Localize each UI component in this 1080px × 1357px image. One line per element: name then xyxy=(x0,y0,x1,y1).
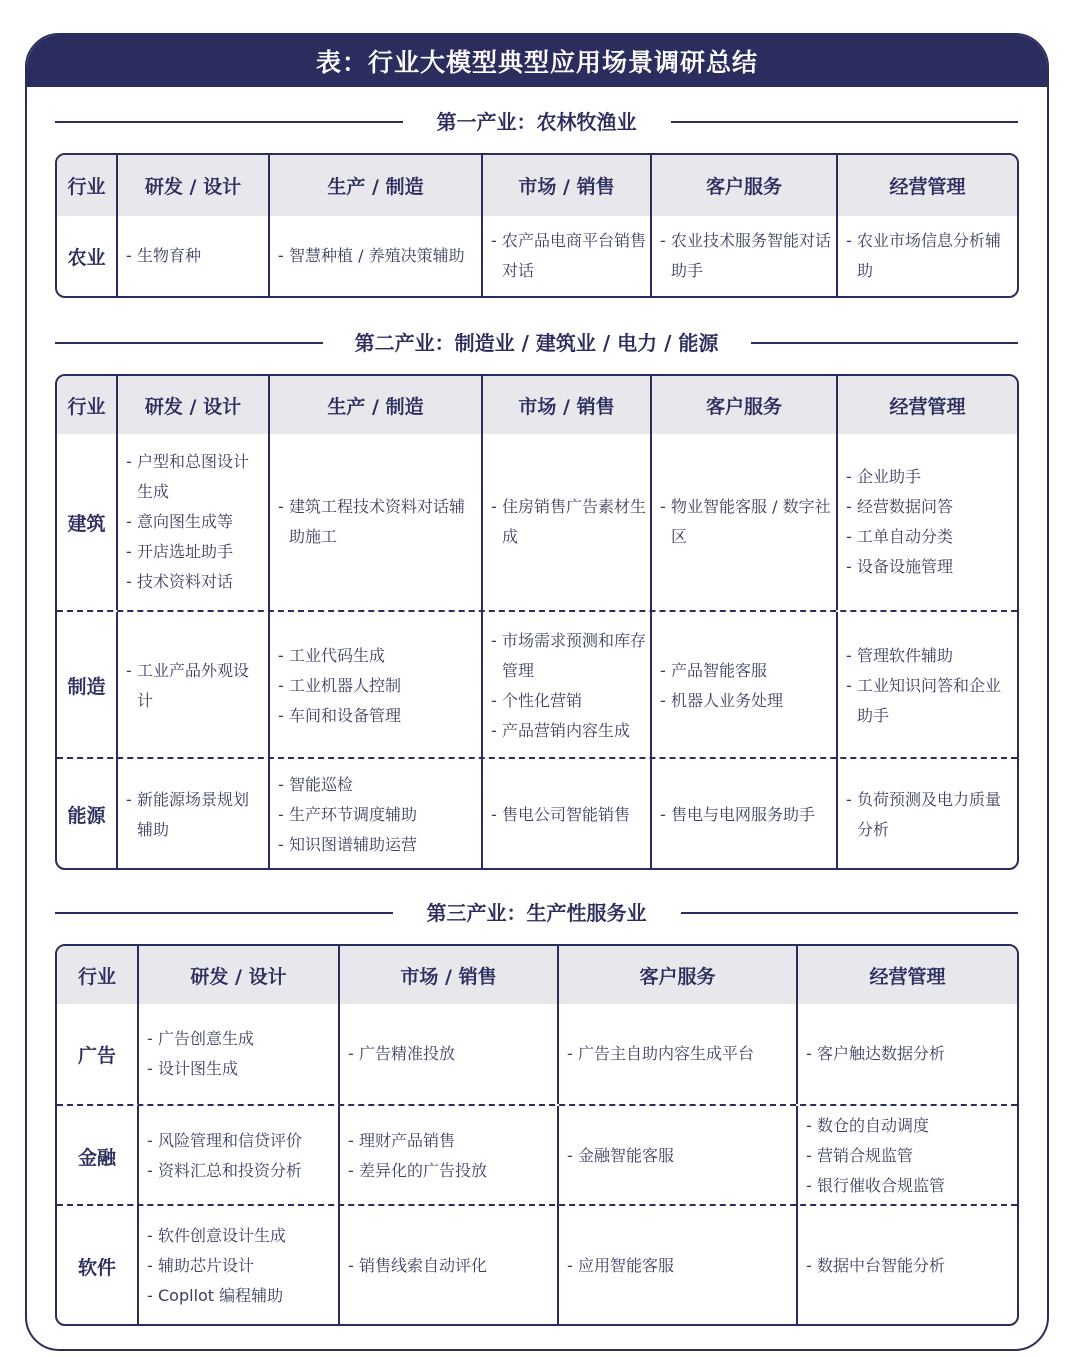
table-cell xyxy=(796,1106,1017,1206)
cell-item-list xyxy=(798,1111,949,1201)
table-cell xyxy=(116,216,268,296)
list-item-text: 开店选址助手 xyxy=(137,542,234,561)
table-cell xyxy=(650,216,836,296)
cell-item-list xyxy=(652,492,836,552)
list-item xyxy=(567,1039,754,1069)
column-header: 市场 / 销售 xyxy=(481,155,650,216)
cell-item-list xyxy=(270,492,481,552)
cell-item-list xyxy=(652,226,836,286)
cell-item-list xyxy=(340,1039,459,1069)
list-item-text: 广告主自助内容生成平台 xyxy=(578,1044,755,1063)
bullet-dash: - xyxy=(660,231,666,250)
list-item-text: Copllot 编程辅助 xyxy=(158,1286,284,1305)
list-item-text: 农业市场信息分析辅助 xyxy=(857,231,1002,280)
bullet-dash: - xyxy=(126,789,132,809)
bullet-dash: - xyxy=(147,1131,153,1150)
table-cell xyxy=(836,434,1017,610)
list-item xyxy=(147,1054,254,1084)
bullet-dash: - xyxy=(806,1256,812,1275)
list-item-text: 金融智能客服 xyxy=(578,1146,675,1165)
table-row xyxy=(57,610,1017,759)
list-item xyxy=(567,1141,674,1171)
list-item xyxy=(491,800,630,830)
column-header: 客户服务 xyxy=(557,946,796,1004)
list-item-text: 客户触达数据分析 xyxy=(817,1044,946,1063)
list-item xyxy=(660,492,832,552)
bullet-dash: - xyxy=(491,231,497,250)
list-item xyxy=(348,1039,455,1069)
table-cell xyxy=(116,434,268,610)
list-item xyxy=(846,552,953,582)
list-item-text: 工单自动分类 xyxy=(857,527,954,546)
cell-item-list xyxy=(652,656,787,716)
column-header: 经营管理 xyxy=(836,155,1017,216)
list-item-text: 设备设施管理 xyxy=(857,557,954,576)
table-cell xyxy=(268,759,481,870)
list-item xyxy=(278,492,477,552)
list-item xyxy=(806,1111,945,1141)
list-item xyxy=(147,1024,254,1054)
column-header: 行业 xyxy=(77,965,116,988)
bullet-dash: - xyxy=(491,497,497,516)
table-cell xyxy=(268,216,481,296)
list-item xyxy=(846,522,953,552)
cell-item-list xyxy=(118,785,268,845)
cell-item-list xyxy=(270,641,405,731)
column-header: 市场 / 销售 xyxy=(338,946,557,1004)
cell-item-list xyxy=(139,1024,258,1084)
list-item-text: 应用智能客服 xyxy=(578,1256,675,1275)
table-cell xyxy=(137,1004,338,1104)
list-item xyxy=(126,241,201,271)
cell-item-list xyxy=(838,785,1017,845)
section-title xyxy=(55,328,1018,358)
list-item xyxy=(278,671,401,701)
bullet-dash: - xyxy=(126,246,132,265)
list-item xyxy=(147,1221,286,1251)
bullet-dash: - xyxy=(348,1044,354,1063)
list-item-text: 智能巡检 xyxy=(289,774,354,794)
list-item xyxy=(846,226,1013,286)
bullet-dash: - xyxy=(348,1131,354,1150)
table-row xyxy=(57,1204,1017,1326)
column-header: 客户服务 xyxy=(650,155,836,216)
list-item xyxy=(806,1251,945,1281)
bullet-dash: - xyxy=(147,1059,153,1078)
bullet-dash: - xyxy=(846,497,852,516)
page-title: 表：行业大模型典型应用场景调研总结 xyxy=(27,35,1047,87)
list-item-text: 意向图生成等 xyxy=(137,512,234,531)
table-cell xyxy=(268,612,481,759)
list-item xyxy=(278,800,417,830)
bullet-dash: - xyxy=(278,675,284,695)
bullet-dash: - xyxy=(126,452,132,471)
section-title xyxy=(55,898,1018,928)
list-item-text: 数仓的自动调度 xyxy=(817,1116,930,1135)
bullet-dash: - xyxy=(846,789,852,809)
list-item xyxy=(846,671,1013,731)
cell-item-list xyxy=(483,626,650,746)
list-item xyxy=(147,1126,302,1156)
list-item xyxy=(491,626,646,686)
bullet-dash: - xyxy=(660,660,666,680)
column-header: 经营管理 xyxy=(796,946,1017,1004)
cell-item-list xyxy=(652,800,819,830)
list-item-text: 广告创意生成 xyxy=(158,1029,255,1048)
table-cell xyxy=(481,759,650,870)
bullet-dash: - xyxy=(147,1226,153,1245)
industry-label: 软件 xyxy=(77,1256,116,1279)
cell-item-list xyxy=(798,1039,949,1069)
list-item-text: 风险管理和信贷评价 xyxy=(158,1131,303,1150)
list-item xyxy=(846,492,953,522)
cell-item-list xyxy=(559,1039,758,1069)
list-item xyxy=(278,641,401,671)
column-header: 研发 / 设计 xyxy=(116,376,268,434)
bullet-dash: - xyxy=(278,497,284,516)
column-header: 市场 / 销售 xyxy=(481,376,650,434)
table-cell xyxy=(650,612,836,759)
list-item xyxy=(126,507,264,537)
table-row xyxy=(57,434,1017,610)
bullet-dash: - xyxy=(126,660,132,680)
list-item xyxy=(278,770,417,800)
list-item-text: 企业助手 xyxy=(857,467,922,486)
list-item-text: 银行催收合规监管 xyxy=(817,1176,946,1195)
industry-label: 能源 xyxy=(67,805,106,827)
table-cell xyxy=(836,759,1017,870)
list-item-text: 售电公司智能销售 xyxy=(502,804,631,824)
list-item xyxy=(348,1126,487,1156)
table-header-row xyxy=(57,155,1017,216)
list-item-text: 知识图谱辅助运营 xyxy=(289,834,418,854)
column-header: 经营管理 xyxy=(836,376,1017,434)
cell-item-list xyxy=(270,770,421,860)
list-item xyxy=(126,447,264,507)
table-header-row xyxy=(57,376,1017,434)
list-item-text: 智慧种植 / 养殖决策辅助 xyxy=(289,246,465,265)
cell-item-list xyxy=(118,656,268,716)
bullet-dash: - xyxy=(567,1044,573,1063)
list-item-text: 设计图生成 xyxy=(158,1059,239,1078)
list-item-text: 理财产品销售 xyxy=(359,1131,456,1150)
table-cell xyxy=(481,612,650,759)
bullet-dash: - xyxy=(278,705,284,725)
list-item xyxy=(567,1251,674,1281)
table-cell xyxy=(836,216,1017,296)
bullet-dash: - xyxy=(278,834,284,854)
list-item-text: 负荷预测及电力质量分析 xyxy=(857,789,1002,839)
bullet-dash: - xyxy=(278,774,284,794)
section-title xyxy=(55,107,1018,137)
column-header: 生产 / 制造 xyxy=(268,155,481,216)
table-cell xyxy=(796,1004,1017,1104)
bullet-dash: - xyxy=(806,1176,812,1195)
list-item xyxy=(846,462,953,492)
table-row xyxy=(57,216,1017,296)
bullet-dash: - xyxy=(846,557,852,576)
bullet-dash: - xyxy=(567,1146,573,1165)
table-cell xyxy=(338,1106,557,1206)
list-item xyxy=(278,701,401,731)
table-header-row xyxy=(57,946,1017,1004)
industry-table xyxy=(55,944,1019,1326)
table-cell xyxy=(481,434,650,610)
section-heading: 第一产业：农林牧渔业 xyxy=(436,110,637,134)
cell-item-list xyxy=(340,1251,491,1281)
list-item-text: 工业机器人控制 xyxy=(289,675,402,695)
list-item-text: 住房销售广告素材生成 xyxy=(502,497,647,546)
list-item-text: 产品智能客服 xyxy=(671,660,768,680)
list-item xyxy=(846,785,1013,845)
list-item xyxy=(348,1251,487,1281)
list-item-text: 工业知识问答和企业助手 xyxy=(857,675,1002,725)
table-cell xyxy=(836,612,1017,759)
bullet-dash: - xyxy=(491,720,497,740)
bullet-dash: - xyxy=(278,645,284,665)
list-item xyxy=(126,567,264,597)
cell-item-list xyxy=(483,226,650,286)
list-item-text: 经营数据问答 xyxy=(857,497,954,516)
bullet-dash: - xyxy=(846,231,852,250)
bullet-dash: - xyxy=(846,645,852,665)
list-item xyxy=(491,492,646,552)
list-item xyxy=(660,686,783,716)
list-item-text: 生物育种 xyxy=(137,246,202,265)
bullet-dash: - xyxy=(491,690,497,710)
list-item xyxy=(126,656,264,716)
bullet-dash: - xyxy=(567,1256,573,1275)
list-item-text: 生产环节调度辅助 xyxy=(289,804,418,824)
cell-item-list xyxy=(139,1126,306,1186)
bullet-dash: - xyxy=(278,804,284,824)
industry-label: 建筑 xyxy=(67,512,106,535)
bullet-dash: - xyxy=(348,1161,354,1180)
bullet-dash: - xyxy=(147,1029,153,1048)
list-item xyxy=(660,656,783,686)
list-item xyxy=(126,785,264,845)
list-item-text: 建筑工程技术资料对话辅助施工 xyxy=(289,497,466,546)
list-item-text: 农产品电商平台销售对话 xyxy=(502,231,647,280)
list-item xyxy=(660,226,832,286)
list-item xyxy=(806,1039,945,1069)
list-item xyxy=(147,1281,286,1311)
industry-table xyxy=(55,153,1019,298)
table-row xyxy=(57,757,1017,870)
table-cell xyxy=(650,759,836,870)
table-cell xyxy=(116,612,268,759)
list-item-text: 物业智能客服 / 数字社区 xyxy=(671,497,831,546)
list-item xyxy=(278,830,417,860)
list-item xyxy=(491,686,646,716)
bullet-dash: - xyxy=(278,246,284,265)
bullet-dash: - xyxy=(806,1146,812,1165)
list-item xyxy=(278,241,465,271)
cell-item-list xyxy=(483,800,634,830)
section-heading: 第三产业：生产性服务业 xyxy=(426,901,647,925)
list-item-text: 市场需求预测和库存管理 xyxy=(502,630,647,680)
cell-item-list xyxy=(139,1221,290,1311)
table-cell xyxy=(796,1206,1017,1326)
cell-item-list xyxy=(118,447,268,597)
cell-item-list xyxy=(559,1251,678,1281)
table-row xyxy=(57,1004,1017,1104)
table-cell xyxy=(650,434,836,610)
list-item-text: 销售线索自动评化 xyxy=(359,1256,488,1275)
column-header: 研发 / 设计 xyxy=(137,946,338,1004)
list-item-text: 新能源场景规划辅助 xyxy=(137,789,250,839)
bullet-dash: - xyxy=(126,542,132,561)
list-item-text: 个性化营销 xyxy=(502,690,583,710)
bullet-dash: - xyxy=(126,512,132,531)
cell-item-list xyxy=(559,1141,678,1171)
bullet-dash: - xyxy=(846,467,852,486)
list-item-text: 广告精准投放 xyxy=(359,1044,456,1063)
table-cell xyxy=(137,1206,338,1326)
list-item xyxy=(491,226,646,286)
list-item-text: 车间和设备管理 xyxy=(289,705,402,725)
industry-label: 制造 xyxy=(67,676,106,698)
cell-item-list xyxy=(838,226,1017,286)
cell-item-list xyxy=(270,241,469,271)
list-item-text: 农业技术服务智能对话助手 xyxy=(671,231,832,280)
bullet-dash: - xyxy=(846,527,852,546)
industry-label: 金融 xyxy=(77,1146,116,1169)
list-item xyxy=(806,1141,945,1171)
list-item-text: 资料汇总和投资分析 xyxy=(158,1161,303,1180)
bullet-dash: - xyxy=(348,1256,354,1275)
list-item xyxy=(660,800,815,830)
list-item xyxy=(126,537,264,567)
list-item-text: 工业产品外观设计 xyxy=(137,660,250,710)
bullet-dash: - xyxy=(660,497,666,516)
list-item xyxy=(348,1156,487,1186)
table-row xyxy=(57,1104,1017,1206)
cell-item-list xyxy=(838,462,957,582)
bullet-dash: - xyxy=(806,1044,812,1063)
industry-label: 广告 xyxy=(77,1044,116,1067)
list-item-text: 管理软件辅助 xyxy=(857,645,954,665)
list-item xyxy=(491,716,646,746)
bullet-dash: - xyxy=(147,1161,153,1180)
list-item xyxy=(806,1171,945,1201)
cell-item-list xyxy=(483,492,650,552)
list-item xyxy=(846,641,1013,671)
table-cell xyxy=(557,1206,796,1326)
column-header: 行业 xyxy=(67,176,106,198)
list-item-text: 机器人业务处理 xyxy=(671,690,784,710)
industry-table xyxy=(55,374,1019,870)
list-item-text: 户型和总图设计生成 xyxy=(137,452,250,501)
table-cell xyxy=(557,1106,796,1206)
cell-item-list xyxy=(798,1251,949,1281)
cell-item-list xyxy=(340,1126,491,1186)
list-item-text: 产品营销内容生成 xyxy=(502,720,631,740)
column-header: 行业 xyxy=(67,395,106,418)
bullet-dash: - xyxy=(491,804,497,824)
list-item xyxy=(147,1251,286,1281)
list-item-text: 辅助芯片设计 xyxy=(158,1256,255,1275)
list-item-text: 营销合规监管 xyxy=(817,1146,914,1165)
list-item-text: 售电与电网服务助手 xyxy=(671,804,816,824)
section-heading: 第二产业：制造业 / 建筑业 / 电力 / 能源 xyxy=(354,331,719,355)
bullet-dash: - xyxy=(806,1116,812,1135)
list-item-text: 软件创意设计生成 xyxy=(158,1226,287,1245)
industry-label: 农业 xyxy=(67,246,106,269)
list-item xyxy=(147,1156,302,1186)
column-header: 客户服务 xyxy=(650,376,836,434)
bullet-dash: - xyxy=(126,572,132,591)
bullet-dash: - xyxy=(846,675,852,695)
bullet-dash: - xyxy=(660,690,666,710)
bullet-dash: - xyxy=(147,1286,153,1305)
list-item-text: 差异化的广告投放 xyxy=(359,1161,488,1180)
list-item-text: 数据中台智能分析 xyxy=(817,1256,946,1275)
bullet-dash: - xyxy=(147,1256,153,1275)
list-item-text: 工业代码生成 xyxy=(289,645,386,665)
cell-item-list xyxy=(838,641,1017,731)
bullet-dash: - xyxy=(660,804,666,824)
table-cell xyxy=(557,1004,796,1104)
table-cell xyxy=(268,434,481,610)
table-cell xyxy=(481,216,650,296)
table-cell xyxy=(116,759,268,870)
cell-item-list xyxy=(118,241,205,271)
column-header: 生产 / 制造 xyxy=(268,376,481,434)
table-cell xyxy=(137,1106,338,1206)
table-cell xyxy=(338,1206,557,1326)
bullet-dash: - xyxy=(491,630,497,650)
column-header: 研发 / 设计 xyxy=(116,155,268,216)
table-cell xyxy=(338,1004,557,1104)
list-item-text: 技术资料对话 xyxy=(137,572,234,591)
